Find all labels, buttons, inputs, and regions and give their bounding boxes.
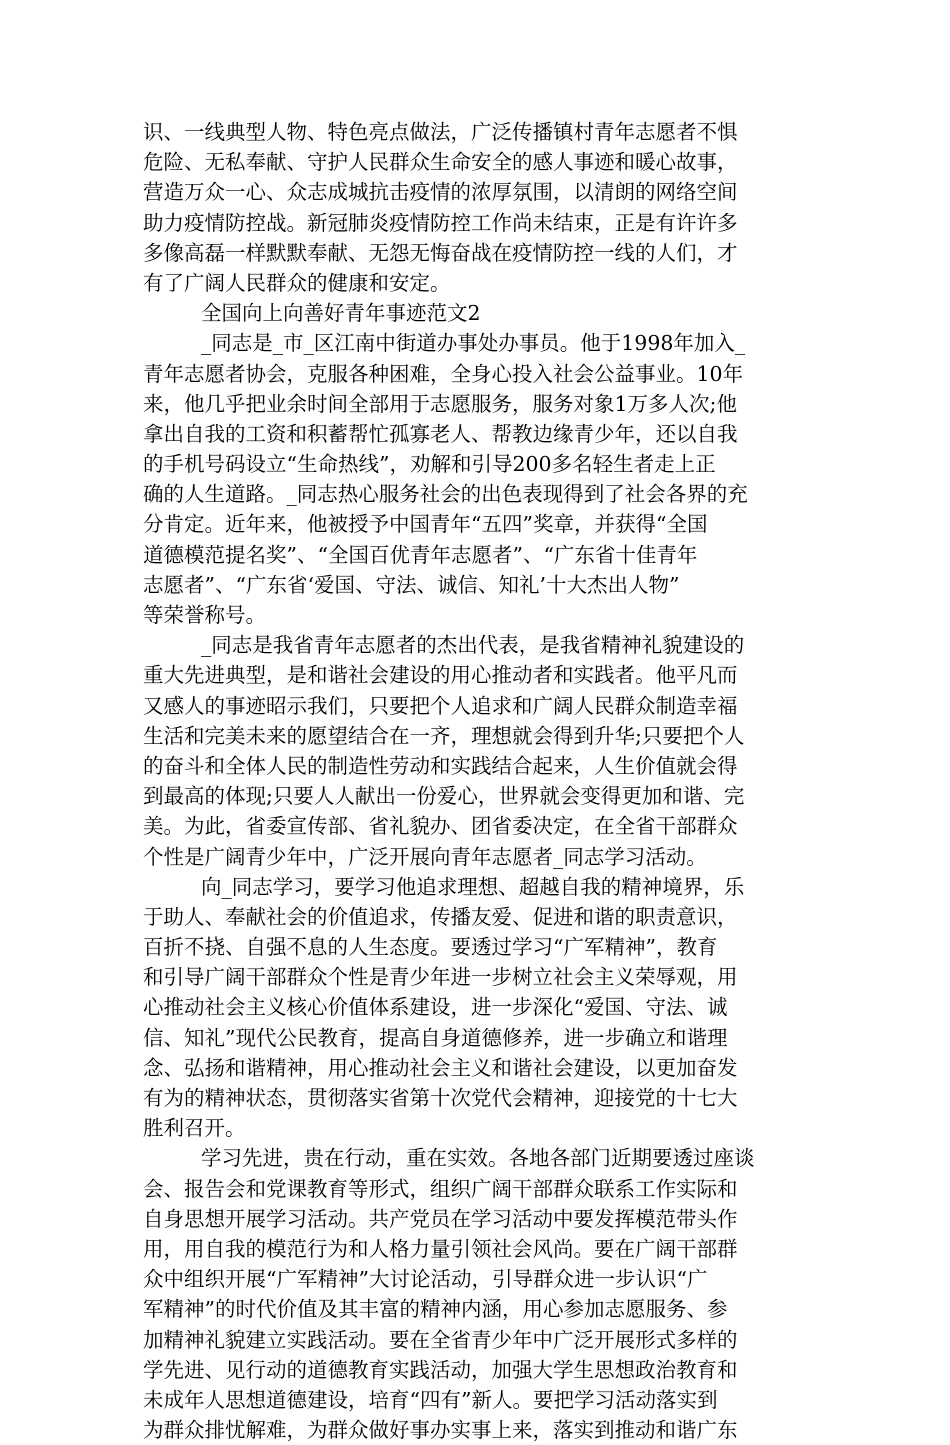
paragraph-first-line: 学习先进，贵在行动，重在实效。各地各部门近期要透过座谈	[201, 1146, 755, 1171]
text-line: 于助人、奉献社会的价值追求，传播友爱、促进和谐的职责意识，	[143, 904, 738, 929]
text-line: 有了广阔人民群众的健康和安定。	[143, 270, 451, 295]
paragraph-first-line: _同志是我省青年志愿者的杰出代表，是我省精神礼貌建设的	[201, 633, 745, 658]
text-line: 确的人生道路。_同志热心服务社会的出色表现得到了社会各界的充	[143, 482, 748, 507]
text-line: 为群众排忧解难，为群众做好事办实事上来，落实到推动和谐广东	[143, 1418, 738, 1443]
text-line: 学先进、见行动的道德教育实践活动，加强大学生思想政治教育和	[143, 1357, 738, 1382]
text-line: 又感人的事迹昭示我们，只要把个人追求和广阔人民群众制造幸福	[143, 693, 738, 718]
text-line: 识、一线典型人物、特色亮点做法，广泛传播镇村青年志愿者不惧	[143, 120, 738, 144]
text-line: 拿出自我的工资和积蓄帮忙孤寡老人、帮教边缘青少年，还以自我	[143, 421, 738, 446]
text-line: 个性是广阔青少年中，广泛开展向青年志愿者_同志学习活动。	[143, 844, 707, 869]
text-line: 分肯定。近年来，他被授予中国青年“五四”奖章，并获得“全国	[143, 512, 708, 537]
text-line: 心推动社会主义核心价值体系建设，进一步深化“爱国、守法、诚	[143, 995, 728, 1020]
text-line: 生活和完美未来的愿望结合在一齐，理想就会得到升华;只要把个人	[143, 723, 745, 748]
text-line: 危险、无私奉献、守护人民群众生命安全的感人事迹和暖心故事，	[143, 150, 738, 175]
text-line: 志愿者”、“广东省‘爱国、守法、诚信、知礼’十大杰出人物”	[143, 572, 680, 597]
text-line: 到最高的体现;只要人人献出一份爱心，世界就会变得更加和谐、完	[143, 784, 745, 809]
text-line: 来，他几乎把业余时间全部用于志愿服务，服务对象1万多人次;他	[143, 391, 737, 416]
text-line: 加精神礼貌建立实践活动。要在全省青少年中广泛开展形式多样的	[143, 1327, 738, 1352]
text-line: 等荣誉称号。	[143, 603, 266, 627]
text-line: 众中组织开展“广军精神”大讨论活动，引导群众进一步认识“广	[143, 1267, 708, 1292]
text-line: 念、弘扬和谐精神，用心推动社会主义和谐社会建设，以更加奋发	[143, 1055, 738, 1080]
text-line: 美。为此，省委宣传部、省礼貌办、团省委决定，在全省干部群众	[143, 814, 738, 839]
text-line: 胜利召开。	[143, 1116, 246, 1141]
text-line: 的奋斗和全体人民的制造性劳动和实践结合起来，人生价值就会得	[143, 753, 738, 778]
paragraph-first-line: 全国向上向善好青年事迹范文2	[201, 301, 481, 326]
text-line: 的手机号码设立“生命热线”，劝解和引导200多名轻生者走上正	[143, 452, 716, 477]
document-body	[143, 117, 809, 1445]
paragraph-first-line: 向_同志学习，要学习他追求理想、超越自我的精神境界，乐	[201, 874, 745, 899]
paragraph-first-line: _同志是_市_区江南中街道办事处办事员。他于1998年加入_	[201, 331, 746, 356]
text-line: 自身思想开展学习活动。共产党员在学习活动中要发挥模范带头作	[143, 1206, 738, 1231]
text-line: 会、报告会和党课教育等形式，组织广阔干部群众联系工作实际和	[143, 1176, 738, 1201]
text-line: 有为的精神状态，贯彻落实省第十次党代会精神，迎接党的十七大	[143, 1086, 738, 1110]
text-line: 信、知礼”现代公民教育，提高自身道德修养，进一步确立和谐理	[143, 1025, 728, 1050]
text-line: 多像高磊一样默默奉献、无怨无悔奋战在疫情防控一线的人们，才	[143, 240, 738, 265]
text-line: 青年志愿者协会，克服各种困难，全身心投入社会公益事业。10年	[143, 361, 744, 386]
text-line: 百折不挠、自强不息的人生态度。要透过学习“广军精神”，教育	[143, 935, 718, 960]
text-line: 和引导广阔干部群众个性是青少年进一步树立社会主义荣辱观，用	[143, 965, 738, 990]
text-line: 未成年人思想道德建设，培育“四有”新人。要把学习活动落实到	[143, 1387, 718, 1412]
text-line: 助力疫情防控战。新冠肺炎疫情防控工作尚未结束，正是有许许多	[143, 210, 738, 235]
text-line: 道德模范提名奖”、“全国百优青年志愿者”、“广东省十佳青年	[143, 542, 698, 567]
text-line: 军精神”的时代价值及其丰富的精神内涵，用心参加志愿服务、参	[143, 1297, 728, 1322]
text-line: 重大先进典型，是和谐社会建设的用心推动者和实践者。他平凡而	[143, 663, 738, 688]
text-line: 营造万众一心、众志成城抗击疫情的浓厚氛围，以清朗的网络空间	[143, 180, 738, 205]
text-line: 用，用自我的模范行为和人格力量引领社会风尚。要在广阔干部群	[143, 1236, 738, 1261]
